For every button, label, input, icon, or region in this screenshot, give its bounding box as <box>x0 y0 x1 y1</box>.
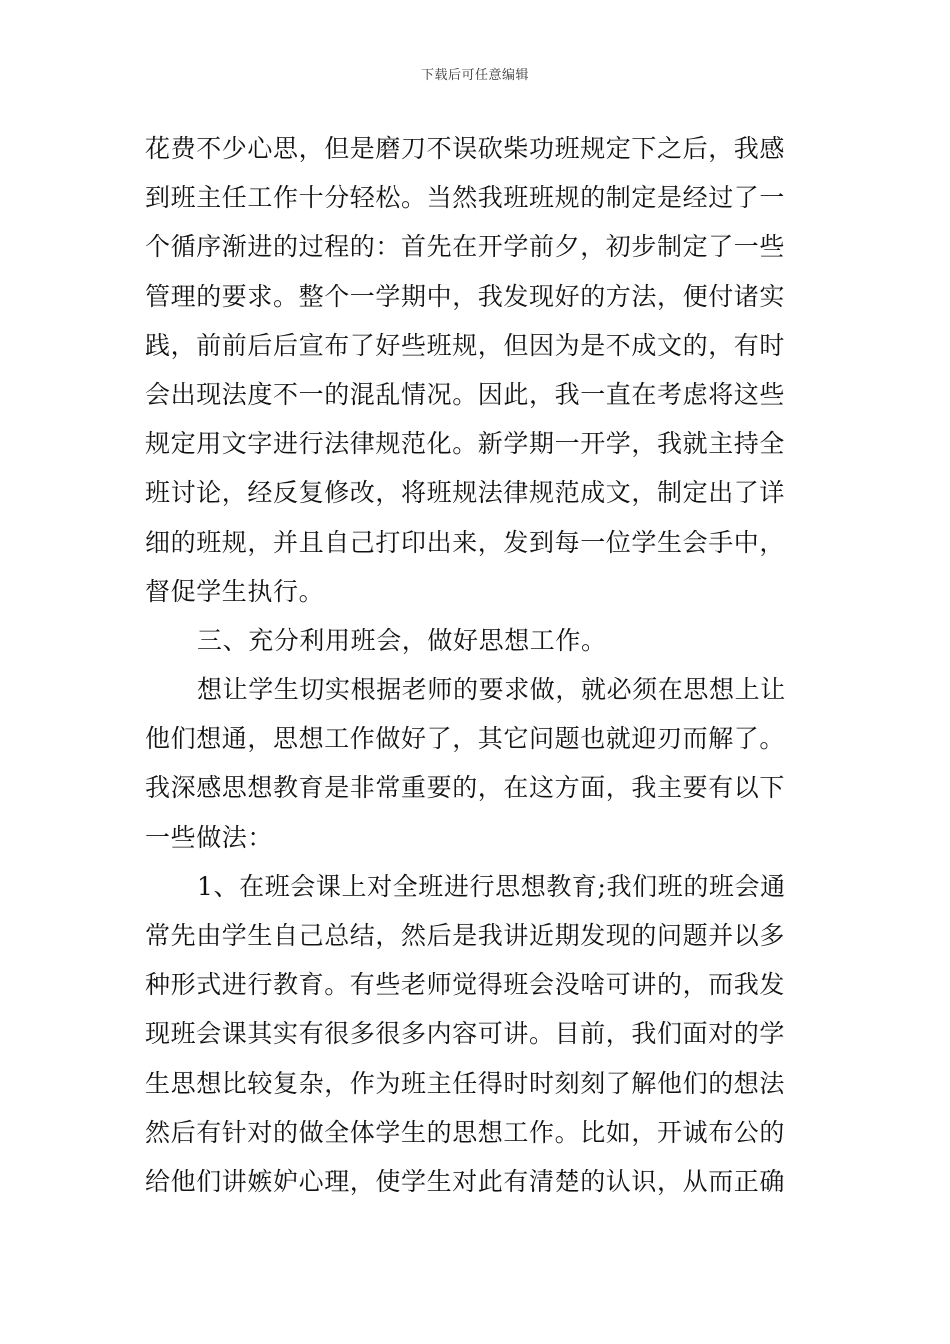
section-heading: 三、充分利用班会，做好思想工作。 <box>197 625 607 655</box>
text-line: 生思想比较复杂，作为班主任得时时刻刻了解他们的想法 <box>145 1068 786 1098</box>
text-line: 督促学生执行。 <box>145 576 325 606</box>
list-item-start-line: 1、在班会课上对全班进行思想教育;我们班的班会通 <box>197 871 786 901</box>
text-line: 然后有针对的做全体学生的思想工作。比如，开诚布公的 <box>145 1117 786 1147</box>
text-line: 管理的要求。整个一学期中，我发现好的方法，便付诸实 <box>145 281 786 311</box>
text-line: 种形式进行教育。有些老师觉得班会没啥可讲的，而我发 <box>145 970 786 1000</box>
text-line: 一些做法： <box>145 822 274 852</box>
text-line: 我深感思想教育是非常重要的，在这方面，我主要有以下 <box>145 773 786 803</box>
text-line: 现班会课其实有很多很多内容可讲。目前，我们面对的学 <box>145 1019 786 1049</box>
document-body <box>145 124 810 1206</box>
text-line: 规定用文字进行法律规范化。新学期一开学，我就主持全 <box>145 429 786 459</box>
text-line: 践，前前后后宣布了好些班规，但因为是不成文的，有时 <box>145 330 786 360</box>
text-line: 他们想通，思想工作做好了，其它问题也就迎刃而解了。 <box>145 724 786 754</box>
text-line: 花费不少心思，但是磨刀不误砍柴功班规定下之后，我感 <box>145 134 786 163</box>
text-line: 细的班规，并且自己打印出来，发到每一位学生会手中， <box>145 527 786 557</box>
text-line: 班讨论，经反复修改，将班规法律规范成文，制定出了详 <box>145 478 786 508</box>
text-line: 给他们讲嫉妒心理，使学生对此有清楚的认识，从而正确 <box>145 1166 786 1196</box>
text-line: 个循序渐进的过程的：首先在开学前夕，初步制定了一些 <box>145 232 786 262</box>
text-line: 到班主任工作十分轻松。当然我班班规的制定是经过了一 <box>145 183 786 213</box>
text-line: 常先由学生自己总结，然后是我讲近期发现的问题并以多 <box>145 921 786 950</box>
text-line: 会出现法度不一的混乱情况。因此，我一直在考虑将这些 <box>145 379 786 409</box>
header-note: 下载后可任意编辑 <box>420 68 529 83</box>
paragraph-start-line: 想让学生切实根据老师的要求做，就必须在思想上让 <box>197 675 786 705</box>
